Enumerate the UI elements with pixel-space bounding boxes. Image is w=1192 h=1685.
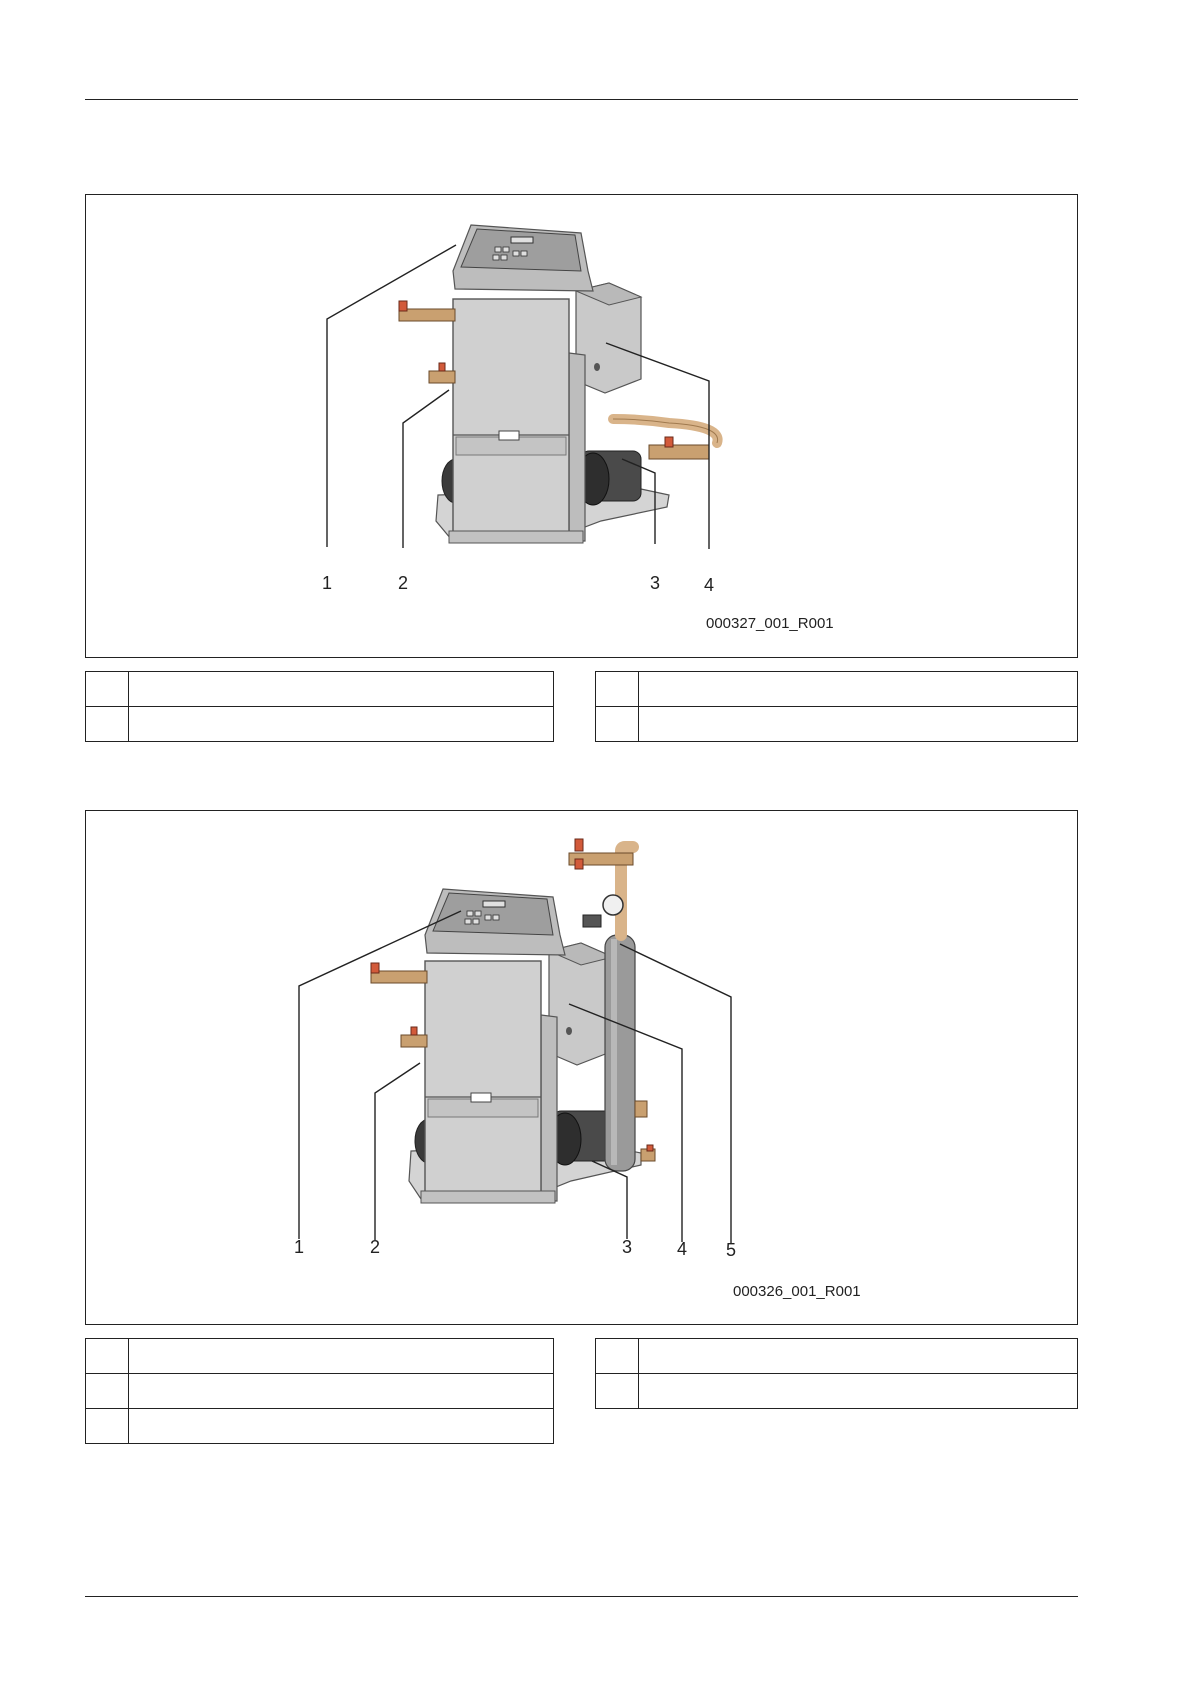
legend-text [129,1409,554,1444]
figure-code: 000327_001_R001 [706,615,834,632]
callout-4: 4 [676,1239,688,1259]
callout-1: 1 [293,1237,305,1257]
figure-1 [85,194,1078,658]
legend-row [86,707,554,742]
legend-table-left [85,671,554,742]
callout-5: 5 [725,1240,737,1260]
header-rule [85,99,1078,100]
legend-row [596,1374,1078,1409]
legend-table-right [595,671,1078,742]
callout-1: 1 [321,573,333,593]
legend-table-right [595,1338,1078,1409]
footer-rule [85,1596,1078,1597]
legend-row [86,1339,554,1374]
callout-2: 2 [369,1237,381,1257]
legend-row [86,1374,554,1409]
legend-text [129,1374,554,1409]
legend-number [86,1339,129,1374]
legend-number [596,672,639,707]
legend-row [596,672,1078,707]
legend-number [596,1374,639,1409]
legend-number [86,1409,129,1444]
legend-table-left [85,1338,554,1444]
callout-3: 3 [621,1237,633,1257]
legend-text [639,1374,1078,1409]
legend-text [639,1339,1078,1374]
legend-number [86,707,129,742]
legend-text [639,672,1078,707]
figure-2 [85,810,1078,1325]
legend-text [129,1339,554,1374]
legend-number [596,707,639,742]
unit-illustration-2 [86,811,1077,1324]
callout-3: 3 [649,573,661,593]
figure-code: 000326_001_R001 [733,1283,861,1300]
legend-text [639,707,1078,742]
unit-illustration-1 [86,195,1077,657]
legend-row [86,672,554,707]
callout-2: 2 [397,573,409,593]
legend-text [129,672,554,707]
legend-number [86,1374,129,1409]
legend-row [86,1409,554,1444]
callout-4: 4 [703,575,715,595]
legend-number [596,1339,639,1374]
legend-number [86,672,129,707]
legend-text [129,707,554,742]
legend-row [596,707,1078,742]
legend-row [596,1339,1078,1374]
